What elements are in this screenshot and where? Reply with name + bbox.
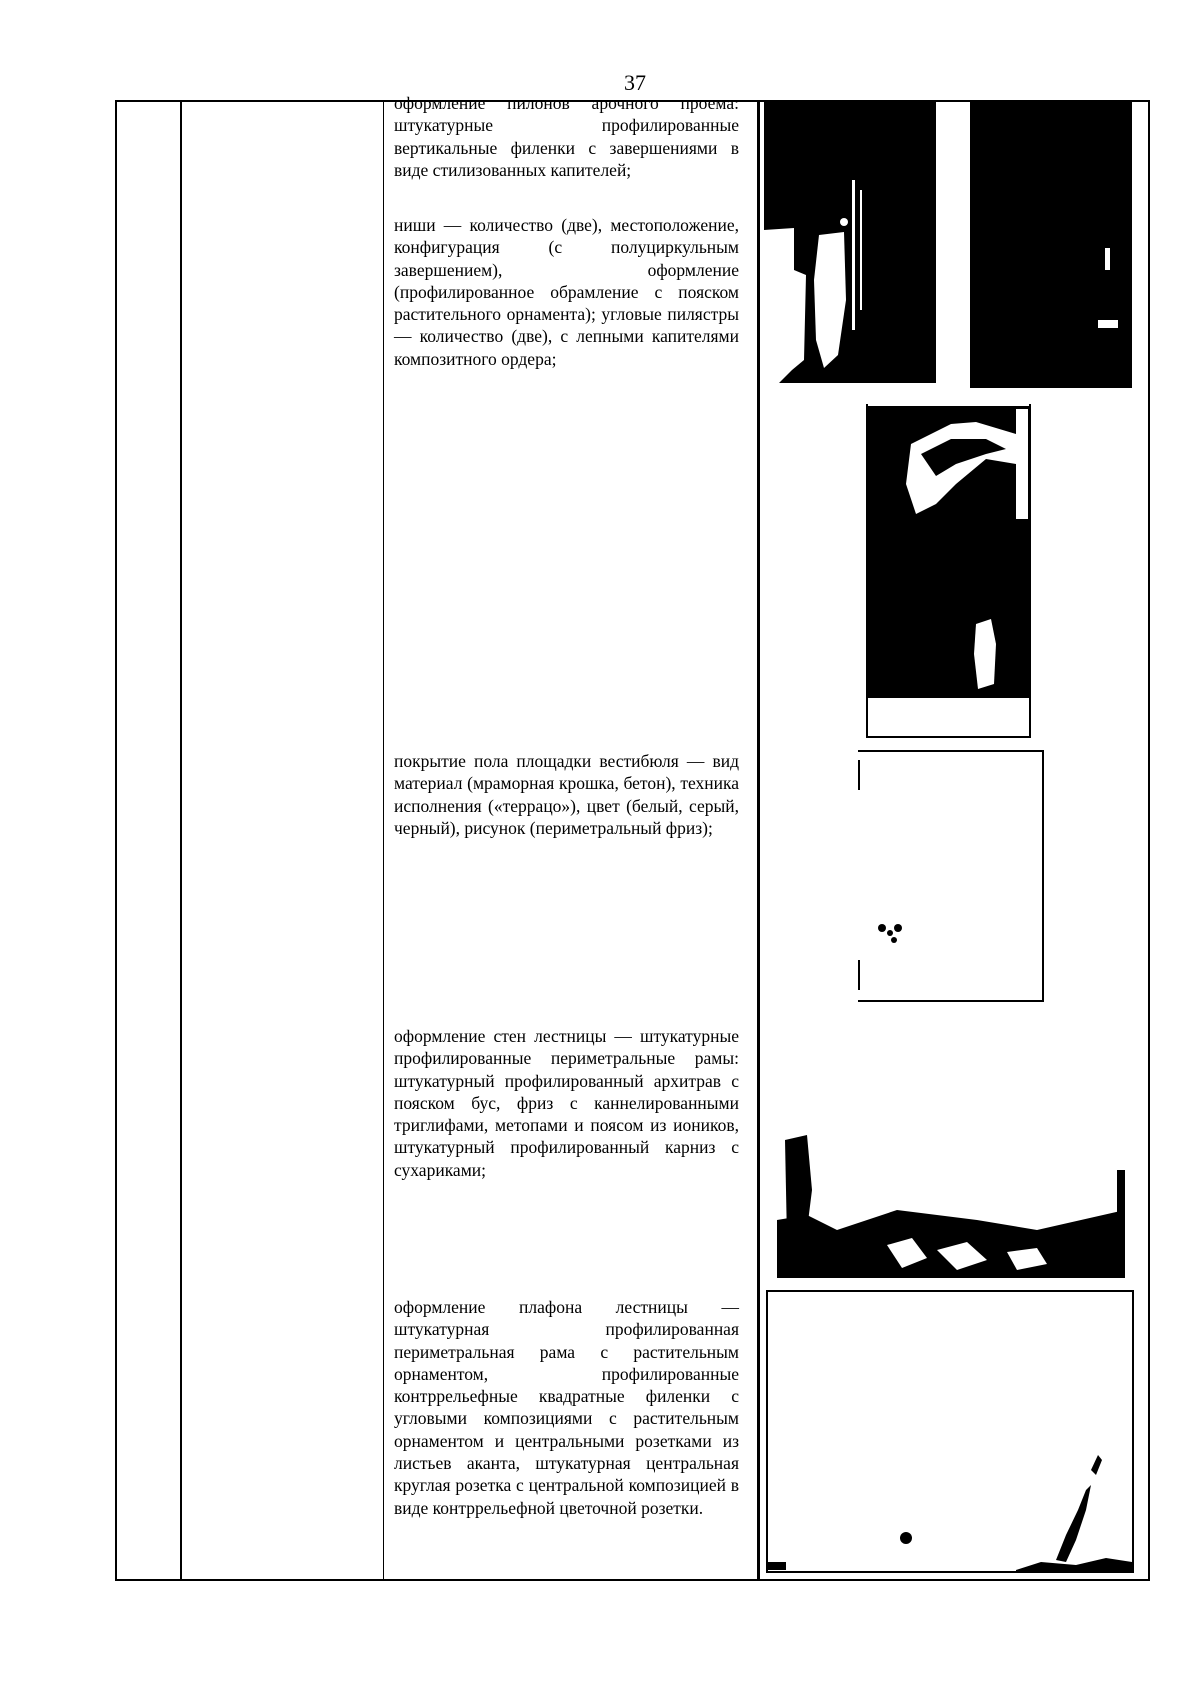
- description-niches: ниши — количество (две), местоположение, конфигурация (с полуциркульным завершением), оформление (профилированное обрамление с пояском растительного орнамента); угловые пилястры — количество (две), с лепными капителями композитного ордера;: [394, 215, 739, 369]
- page-number: 37: [624, 70, 646, 95]
- photo-corner-pilaster: [866, 404, 1031, 738]
- photo-stair-wall: [777, 1130, 1125, 1278]
- column-divider: [759, 102, 760, 1579]
- photo-stair-ceiling: [766, 1290, 1134, 1573]
- column-divider: [383, 102, 384, 1579]
- photo-pylon-right: [970, 100, 1132, 388]
- description-floor: покрытие пола площадки вестибюля — вид материал (мраморная крошка, бетон), техника исполнения («террацо»), цвет (белый, серый, черный), рисунок (периметральный фриз);: [394, 751, 739, 838]
- description-stair-walls: оформление стен лестницы — штукатурные профилированные периметральные рамы: штукатурный профилированный архитрав с пояском бус, фриз с каннелированными триглифами, метопами и поясом из иоников, штукатурный профилированный карниз с сухариками;: [394, 1026, 739, 1180]
- description-stair-ceiling: оформление плафона лестницы — штукатурная профилированная периметральная рама с растительным орнаментом, профилированные контррельефные квадратные филенки с угловыми композициями с растительным орнаментом и центральными розетками из листьев аканта, штукатурная центральная круглая розетка с центральной композицией в виде контррельефной цветочной розетки.: [394, 1297, 739, 1518]
- photo-terrazzo-floor: [858, 750, 1044, 1002]
- photo-pylon-left: [764, 100, 936, 388]
- description-pylons: оформление пилонов арочного проема: штукатурные профилированные вертикальные филенки с завершениями в виде стилизованных капителей;: [394, 93, 739, 180]
- column-divider: [181, 102, 182, 1579]
